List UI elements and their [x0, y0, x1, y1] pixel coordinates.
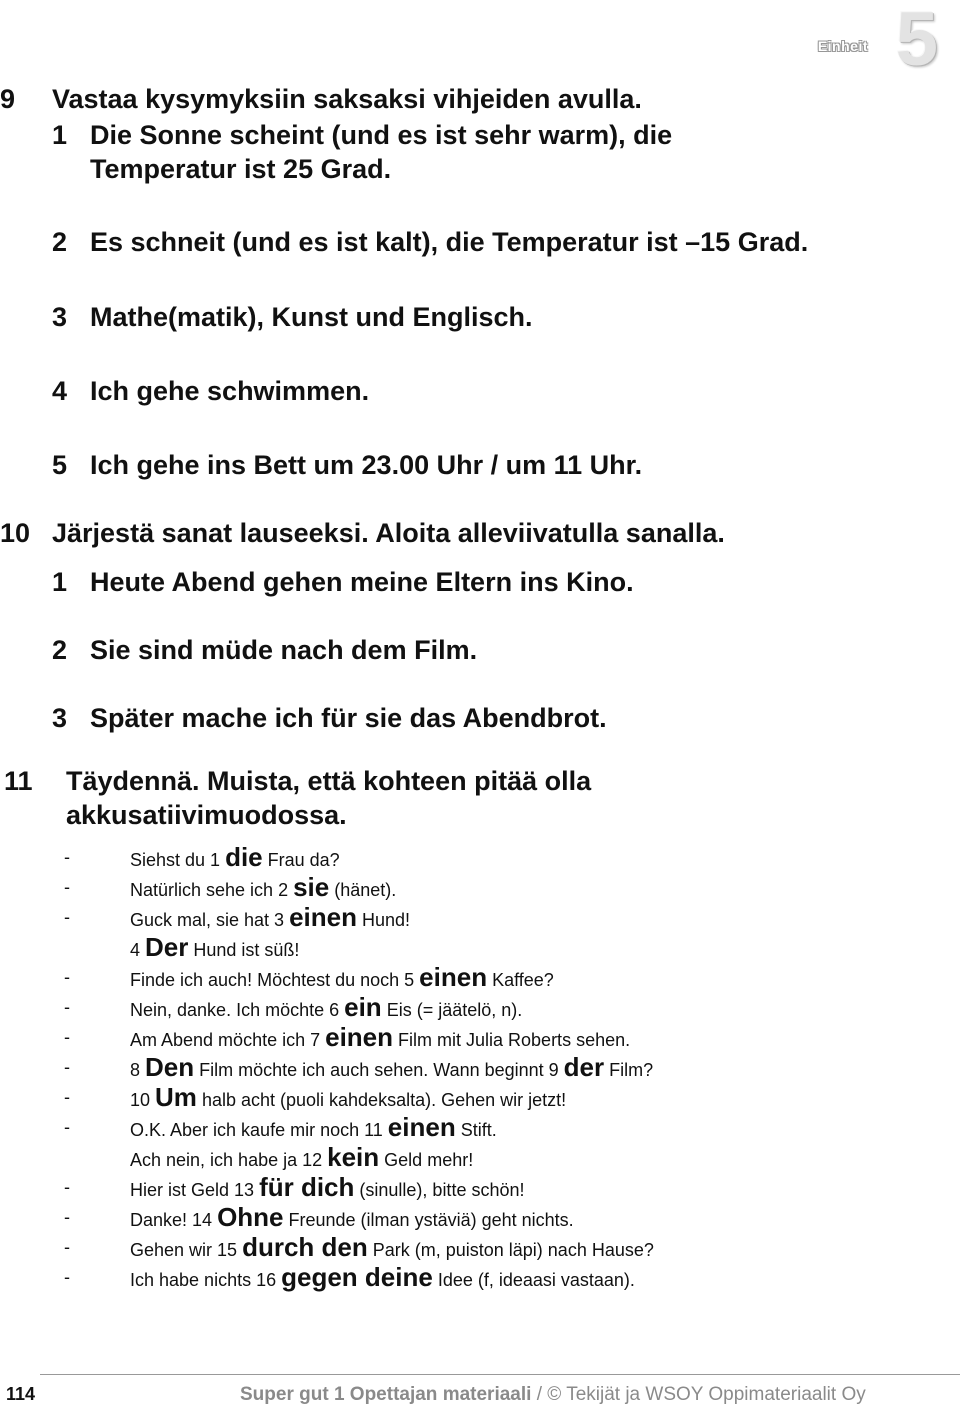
dialogue-segment: Guck mal, sie hat 3 [130, 910, 290, 930]
dialogue-dash: - [64, 877, 70, 897]
dialogue-text [130, 1052, 653, 1085]
answer-word: ein [344, 992, 382, 1022]
dialogue-line [64, 1022, 944, 1052]
dialogue-segment: Finde ich auch! Möchtest du noch 5 [130, 970, 420, 990]
dialogue-text [130, 902, 410, 935]
dialogue-text [130, 1262, 635, 1295]
ex10-item-3-number: 3 [52, 703, 68, 733]
dialogue-segment: Geld mehr! [379, 1150, 474, 1170]
ex9-item-3: Mathe(matik), Kunst und Englisch. [90, 302, 533, 332]
exercise-9-number: 9 [0, 84, 16, 114]
ex9-item-2-number: 2 [52, 227, 68, 257]
dialogue-dash: - [64, 997, 70, 1017]
unit-number: 5 [895, 0, 938, 82]
dialogue-dash: - [64, 1027, 70, 1047]
footer-credit [240, 1384, 866, 1406]
footer-divider [40, 1374, 960, 1375]
dialogue-segment: Nein, danke. Ich möchte 6 [130, 1000, 345, 1020]
dialogue-segment: Gehen wir 15 [130, 1240, 243, 1260]
answer-word: durch den [242, 1232, 368, 1262]
dialogue-dash: - [64, 847, 70, 867]
dialogue-segment: Hund! [357, 910, 411, 930]
answer-word: einen [325, 1022, 394, 1052]
dialogue-text [130, 992, 522, 1025]
dialogue-segment: Danke! 14 [130, 1210, 218, 1230]
dialogue-dash: - [64, 1177, 70, 1197]
answer-word: gegen deine [281, 1262, 433, 1292]
dialogue-line [64, 1202, 944, 1232]
dialogue-segment: Ich habe nichts 16 [130, 1270, 282, 1290]
answer-word: einen [289, 902, 357, 932]
dialogue-text [130, 1172, 524, 1205]
answer-word: kein [327, 1142, 380, 1172]
copyright-text: © Tekijät ja WSOY Oppimateriaalit Oy [547, 1384, 866, 1405]
ex9-item-3-number: 3 [52, 302, 68, 332]
answer-word: Der [145, 932, 189, 962]
dialogue-segment: (sinulle), bitte schön! [354, 1180, 525, 1200]
dialogue-segment: Hund ist süß! [188, 940, 300, 960]
answer-word: für dich [259, 1172, 355, 1202]
dialogue-text [130, 1022, 630, 1055]
ex10-item-1-number: 1 [52, 567, 68, 597]
dialogue-segment: Stift. [455, 1120, 497, 1140]
dialogue-line [64, 992, 944, 1022]
dialogue-line [64, 1052, 944, 1082]
dialogue-line [64, 872, 944, 902]
ex10-item-3: Später mache ich für sie das Abendbrot. [90, 703, 607, 733]
dialogue-dash: - [64, 967, 70, 987]
dialogue-segment: Kaffee? [487, 970, 554, 990]
exercise-11-number: 11 [4, 766, 33, 796]
dialogue-dash: - [64, 1117, 70, 1137]
answer-word: sie [293, 872, 330, 902]
dialogue-segment: 4 [130, 940, 146, 960]
exercise-11-instruction-line-1: Täydennä. Muista, että kohteen pitää olla [66, 766, 592, 796]
dialogue-segment: halb acht (puoli kahdeksalta). Gehen wir jetzt! [196, 1090, 567, 1110]
answer-word: einen [387, 1112, 456, 1142]
dialogue-segment: Film möchte ich auch sehen. Wann beginnt 9 [194, 1060, 564, 1080]
dialogue-segment: O.K. Aber ich kaufe mir noch 11 [130, 1120, 388, 1140]
dialogue-line [64, 842, 944, 872]
answer-word: einen [419, 962, 488, 992]
dialogue-segment: Siehst du 1 [130, 850, 226, 870]
ex9-item-4: Ich gehe schwimmen. [90, 376, 370, 406]
book-title: Super gut 1 Opettajan materiaali [240, 1384, 532, 1405]
ex9-item-5: Ich gehe ins Bett um 23.00 Uhr / um 11 Uhr. [90, 450, 643, 480]
dialogue-segment: Freunde (ilman ystäviä) geht nichts. [283, 1210, 574, 1230]
dialogue-text [130, 1142, 473, 1175]
dialogue-dash: - [64, 1057, 70, 1077]
exercise-10-instruction: Järjestä sanat lauseeksi. Aloita alleviivatulla sanalla. [52, 518, 725, 548]
dialogue-segment: Natürlich sehe ich 2 [130, 880, 294, 900]
dialogue-segment: 8 [130, 1060, 146, 1080]
dialogue-line [64, 1142, 944, 1172]
dialogue-text [130, 1202, 574, 1235]
dialogue-segment: Am Abend möchte ich 7 [130, 1030, 326, 1050]
dialogue-segment: Film mit Julia Roberts sehen. [393, 1030, 631, 1050]
dialogue-segment: Ach nein, ich habe ja 12 [130, 1150, 328, 1170]
answer-word: Um [155, 1082, 197, 1112]
dialogue-segment: Park (m, puiston läpi) nach Hause? [367, 1240, 654, 1260]
dialogue-segment: 10 [130, 1090, 156, 1110]
page-number: 114 [6, 1384, 36, 1404]
answer-word: Den [145, 1052, 195, 1082]
dialogue-dash: - [64, 1267, 70, 1287]
unit-badge [810, 0, 960, 80]
dialogue-text [130, 1232, 654, 1265]
dialogue-dash: - [64, 907, 70, 927]
ex10-item-2-number: 2 [52, 635, 68, 665]
dialogue-exercise [64, 842, 944, 1292]
dialogue-line [64, 1172, 944, 1202]
dialogue-line [64, 932, 944, 962]
answer-word: der [563, 1052, 605, 1082]
ex10-item-1: Heute Abend gehen meine Eltern ins Kino. [90, 567, 634, 597]
dialogue-text [130, 872, 396, 905]
answer-word: die [225, 842, 263, 872]
dialogue-text [130, 962, 554, 995]
ex9-item-1-line-1: Die Sonne scheint (und es ist sehr warm), die [90, 120, 673, 150]
unit-label: Einheit [817, 38, 868, 54]
ex9-item-1-line-2: Temperatur ist 25 Grad. [90, 154, 392, 184]
dialogue-text [130, 842, 340, 875]
footer-separator: / [531, 1384, 548, 1405]
dialogue-line [64, 1082, 944, 1112]
dialogue-text [130, 932, 299, 965]
ex9-item-1-number: 1 [52, 120, 68, 150]
ex9-item-2: Es schneit (und es ist kalt), die Temperatur ist –15 Grad. [90, 227, 809, 257]
ex9-item-5-number: 5 [52, 450, 68, 480]
dialogue-segment: Hier ist Geld 13 [130, 1180, 260, 1200]
dialogue-dash: - [64, 1237, 70, 1257]
dialogue-line [64, 962, 944, 992]
dialogue-dash: - [64, 1207, 70, 1227]
exercise-10-number: 10 [0, 518, 31, 548]
ex9-item-4-number: 4 [52, 376, 68, 406]
dialogue-line [64, 902, 944, 932]
dialogue-segment: (hänet). [329, 880, 397, 900]
dialogue-text [130, 1082, 566, 1115]
ex10-item-2: Sie sind müde nach dem Film. [90, 635, 478, 665]
dialogue-segment: Eis (= jäätelö, n). [381, 1000, 523, 1020]
dialogue-dash: - [64, 1087, 70, 1107]
dialogue-line [64, 1232, 944, 1262]
answer-word: Ohne [217, 1202, 284, 1232]
dialogue-line [64, 1112, 944, 1142]
dialogue-segment: Idee (f, ideaasi vastaan). [432, 1270, 635, 1290]
dialogue-text [130, 1112, 497, 1145]
dialogue-segment: Film? [604, 1060, 654, 1080]
dialogue-line [64, 1262, 944, 1292]
dialogue-segment: Frau da? [262, 850, 340, 870]
exercise-9-instruction: Vastaa kysymyksiin saksaksi vihjeiden avulla. [52, 84, 642, 114]
exercise-11-instruction-line-2: akkusatiivimuodossa. [66, 800, 347, 830]
